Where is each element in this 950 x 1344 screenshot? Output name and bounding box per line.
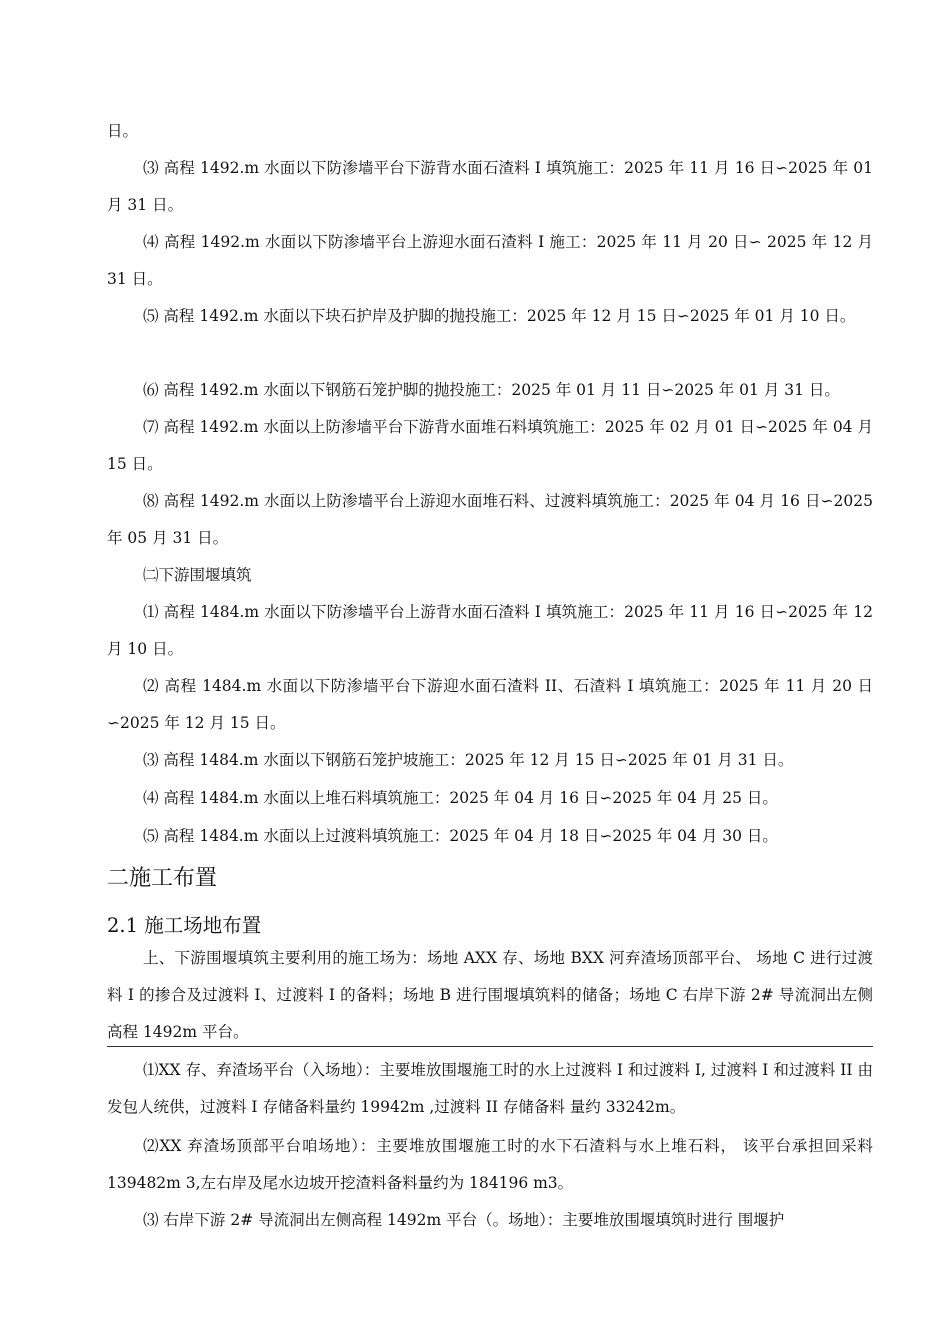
downstream-item-1: ⑴ 高程 1484.m 水面以下防渗墙平台上游背水面石渣料 I 填筑施工：2025 年 11 月 16 日∽2025 年 12 月 10 日。 <box>107 603 873 658</box>
upstream-item-5: ⑸ 高程 1492.m 水面以下块石护岸及护脚的抛投施工：2025 年 12 月 15 日∽2025 年 01 月 10 日。 <box>143 307 856 325</box>
paragraph-continuation: 日。 <box>107 122 139 140</box>
site-item-3: ⑶ 右岸下游 2# 导流洞出左侧高程 1492m 平台（。场地）：主要堆放围堰填筑时进行 围堰护 <box>143 1211 785 1229</box>
downstream-heading: ㈡下游围堰填筑 <box>143 566 252 584</box>
subsection-heading: 2.1 施工场地布置 <box>107 914 262 937</box>
upstream-item-7: ⑺ 高程 1492.m 水面以上防渗墙平台下游背水面堆石料填筑施工：2025 年 02 月 01 日∽2025 年 04 月 15 日。 <box>107 418 873 473</box>
upstream-item-6: ⑹ 高程 1492.m 水面以下钢筋石笼护脚的抛投施工：2025 年 01 月 11 日∽2025 年 01 月 31 日。 <box>143 381 840 399</box>
site-item-1: ⑴XX 存、弃渣场平台（入场地）：主要堆放围堰施工时的水上过渡料 I 和过渡料 I, 过渡料 I 和过渡料 II 由发包人统供，过渡料 I 存储备料量约 19942m ,过渡料 II 存储备料 量约 33242m。 <box>107 1061 873 1116</box>
downstream-item-4: ⑷ 高程 1484.m 水面以上堆石料填筑施工：2025 年 04 月 16 日∽2025 年 04 月 25 日。 <box>143 789 778 807</box>
downstream-item-2: ⑵ 高程 1484.m 水面以下防渗墙平台下游迎水面石渣料 II、石渣料 I 填筑施工：2025 年 11 月 20 日∽2025 年 12 月 15 日。 <box>107 677 873 732</box>
upstream-item-8: ⑻ 高程 1492.m 水面以上防渗墙平台上游迎水面堆石料、过渡料填筑施工：2025 年 04 月 16 日∽2025 年 05 月 31 日。 <box>107 492 873 547</box>
site-item-2: ⑵XX 弃渣场顶部平台咱场地）：主要堆放围堰施工时的水下石渣料与水上堆石料， 该平台承担回采料 139482m 3,左右岸及尾水边坡开挖渣料备料量约为 184196 m3。 <box>107 1137 873 1192</box>
horizontal-rule <box>107 1046 873 1047</box>
upstream-item-3: ⑶ 高程 1492.m 水面以下防渗墙平台下游背水面石渣料 I 填筑施工：2025 年 11 月 16 日∽2025 年 01 月 31 日。 <box>107 159 873 214</box>
downstream-item-5: ⑸ 高程 1484.m 水面以上过渡料填筑施工：2025 年 04 月 18 日∽2025 年 04 月 30 日。 <box>143 827 778 845</box>
downstream-item-3: ⑶ 高程 1484.m 水面以下钢筋石笼护坡施工：2025 年 12 月 15 日∽2025 年 01 月 31 日。 <box>143 751 794 769</box>
upstream-item-4: ⑷ 高程 1492.m 水面以下防渗墙平台上游迎水面石渣料 I 施工：2025 年 11 月 20 日∽ 2025 年 12 月 31 日。 <box>107 233 873 288</box>
section-heading: 二施工布置 <box>107 866 218 891</box>
site-layout-paragraph: 上、下游围堰填筑主要利用的施工场为：场地 AXX 存、场地 BXX 河弃渣场顶部平台、 场地 C 进行过渡料 I 的掺合及过渡料 I、过渡料 I 的备料；场地 B 进行围堰填筑料的储备；场地 C 右岸下游 2# 导流洞出左侧高程 1492m 平台。 <box>107 949 873 1041</box>
